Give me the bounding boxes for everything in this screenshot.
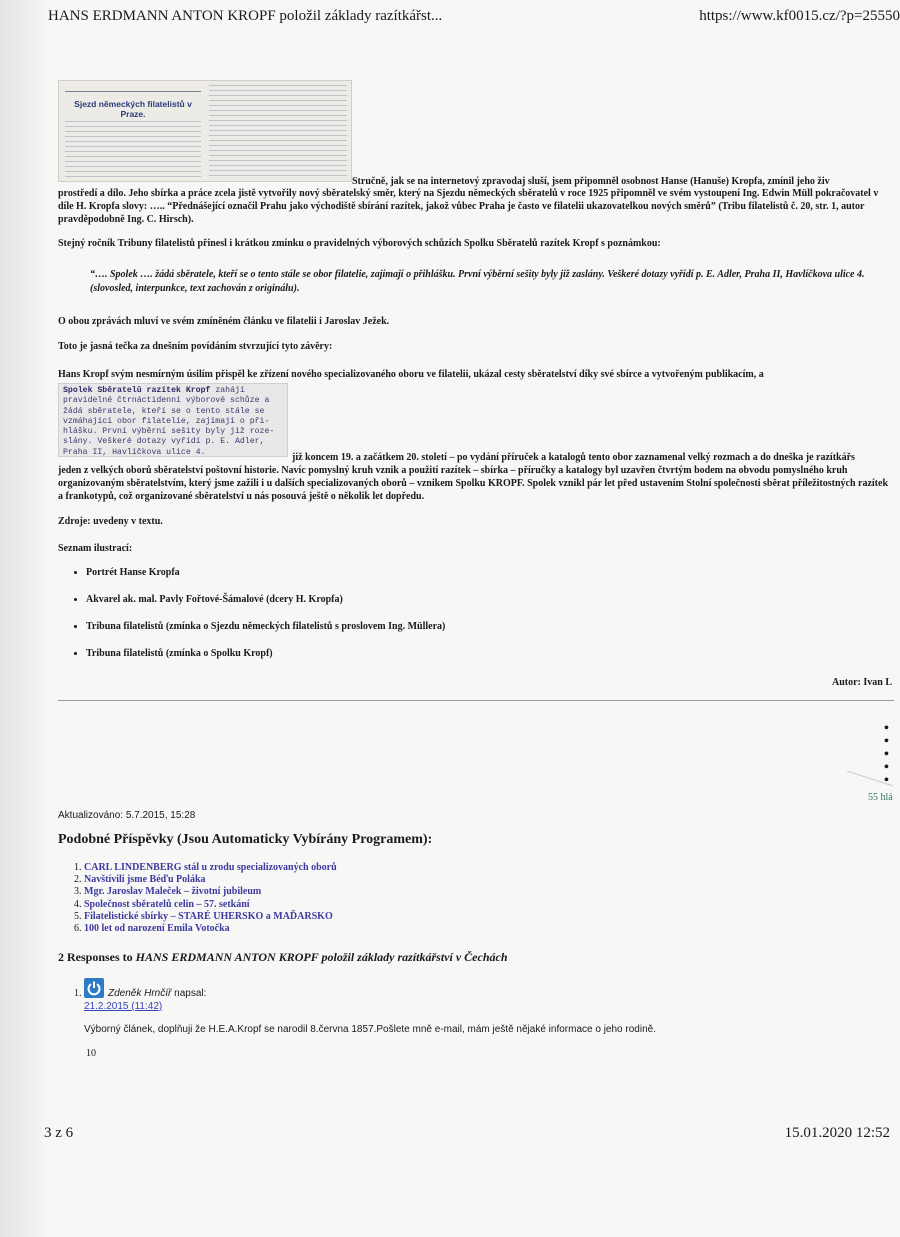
avatar [84, 978, 104, 998]
sources-line: Zdroje: uvedeny v textu. [58, 516, 163, 527]
comment-wrote: napsal: [174, 988, 207, 999]
clipping-rule [65, 91, 201, 92]
clipping-text-column [209, 85, 347, 177]
clipping-line: hlášku. První výběrní sešity byly již roze- [63, 427, 275, 437]
list-item [84, 899, 337, 911]
share-count: 55 hlá [868, 792, 893, 803]
article-paragraph: jeden z velkých oborů sběratelství poštovní historie. Navíc pomyslný kruh vznik a použití razítek – sbírka – příručky a katalogy byl uzavřen čtvrtým bodem na obvodu pomyslného kruh organizovaným sběratelstvím, který jsme zažili i u dalších specializovaných oborů – vznikem Spolku KROPF. Spolek vznikl pár let před ustavením Stolní společnosti sběrat příležitostných razítek a frankotypů, což organizované sběratelství u nás posouvá ještě o několik let dopředu. [58, 465, 888, 502]
page-title: HANS ERDMANN ANTON KROPF položil základy razítkářst... [48, 8, 443, 24]
similar-posts-heading: Podobné Příspěvky (Jsou Automaticky Vybírány Programem): [58, 832, 433, 847]
article-quote: “…. Spolek …. žádá sběratele, kteří se o tento stále se obor filatelie, zajímají o přihlášku. První výběrní sešity byly již zaslány. Veškeré dotazy vyřídí p. E. Adler, Praha II, Havlíčkova ulice 4. (slovosled, interpunkce, text zachován z originálu). [90, 269, 865, 294]
clipping-text-column [65, 121, 201, 177]
article-paragraph: Stručně, jak se na internetový zpravodaj sluší, jsem připomněl osobnost Hanse (Hanuše) Kropfa, zmínil jeho živ [352, 176, 830, 187]
illustrations-heading: Seznam ilustrací: [58, 543, 133, 554]
power-icon [86, 980, 102, 996]
clipping-line: Praha II, Havlíčkova ulice 4. [63, 447, 206, 457]
divider [58, 700, 894, 701]
article-paragraph: prostředí a dílo. Jeho sbírka a práce zcela jistě vytvořily nový sběratelský směr, který na Sjezdu německých sběratelů v roce 1925 připomněl ve svém vystoupení Ing. Edwin Müll pokračovatel v díle H. Kropfa slovy: ….. “Přednášející označil Prahu jako východiště sbírání razítek, jakož vůbec Praha je často ve filatelii ukazovatelkou nových směrů” (Tribu filatelistů č. 20, str. 1, autor pravděpodobně Ing. C. Hirsch). [58, 188, 879, 225]
list-item: • Portrét Hanse Kropfa [86, 566, 900, 593]
article-author: Autor: Ivan L [831, 677, 892, 688]
page-number: 3 z 6 [44, 1125, 74, 1141]
list-item [84, 923, 337, 935]
similar-post-link[interactable]: Navštívili jsme Béďu Poláka [84, 874, 206, 886]
list-item [84, 862, 337, 874]
comment-author[interactable]: Zdeněk Hrnčíř [108, 988, 172, 999]
illustrations-list [58, 566, 900, 674]
article-paragraph: Stejný ročník Tribuny filatelistů přinesl i krátkou zmínku o pravidelných výborových schůzích Spolku Sběratelů razítek Kropf s poznámkou: [58, 238, 661, 249]
newspaper-clipping-sjezd [58, 80, 352, 182]
clipping-line: pravidelné čtrnáctidenní výborové schůze a [63, 396, 270, 406]
list-item: • Tribuna filatelistů (zmínka o Spolku Kropf) [86, 647, 900, 674]
list-item: • Akvarel ak. mal. Pavly Fořtové-Šámalové (dcery H. Kropfa) [86, 593, 900, 620]
comment-text: Výborný článek, doplňuji že H.E.A.Kropf se narodil 8.června 1857.Pošlete mně e-mail, mám ještě nějaké informace o jeho rodině. [84, 1024, 656, 1035]
responses-title: HANS ERDMANN ANTON KROPF položil základy razítkářství v Čechách [135, 950, 508, 964]
page-url[interactable]: https://www.kf0015.cz/?p=25550 [699, 8, 900, 24]
clipping-line: zahájí [215, 386, 245, 395]
similar-post-link[interactable]: 100 let od narození Emila Votočka [84, 923, 230, 935]
clipping-line: slány. Veškeré dotazy vyřídí p. E. Adler, [63, 437, 265, 447]
similar-posts-list [58, 862, 337, 935]
responses-prefix: 2 Responses to [58, 950, 136, 964]
print-datetime: 15.01.2020 12:52 [784, 1125, 890, 1141]
article-paragraph: O obou zprávách mluví ve svém zmíněném článku ve filatelii i Jaroslav Ježek. [58, 316, 390, 327]
newspaper-clipping-spolek [58, 383, 288, 457]
comment-number: 1. [74, 988, 82, 999]
comment-author-line [108, 988, 206, 999]
clipping-title: Sjezd německých filatelistů v Praze. [74, 99, 192, 119]
clipping-line: vzmáhající obor filatelie, zajímají o při- [63, 416, 270, 426]
comment-date-link[interactable]: 21.2.2015 (11:42) [84, 1001, 163, 1012]
clipping-line: žádá sběratele, kteří se o tento stále se [63, 406, 265, 416]
responses-heading [58, 950, 508, 965]
similar-post-link[interactable]: CARL LINDENBERG stál u zrodu specializovaných oborů [84, 862, 337, 873]
comment-reply-count: 10 [86, 1048, 96, 1059]
similar-post-link[interactable]: Společnost sběratelů celin – 57. setkání [84, 898, 250, 910]
similar-post-link[interactable]: Mgr. Jaroslav Maleček – životní jubileum [84, 886, 262, 898]
scan-edge [0, 0, 44, 1237]
article-paragraph: již koncem 19. a začátkem 20. století – po vydání příruček a katalogů tento obor zaznamenal velký rozmach a do dneška je razítkářs [292, 452, 855, 463]
clipping-head: Spolek Sběratelů razítek Kropf [63, 386, 211, 395]
list-item [84, 886, 337, 898]
list-item [84, 911, 337, 923]
article-paragraph: Toto je jasná tečka za dnešním povídáním stvrzující tyto závěry: [58, 341, 333, 352]
similar-post-link[interactable]: Filatelistické sbírky – STARÉ UHERSKO a MAĎARSKO [84, 910, 333, 922]
list-item [84, 874, 337, 886]
updated-date: Aktualizováno: 5.7.2015, 15:28 [58, 810, 196, 821]
article-paragraph: Hans Kropf svým nesmírným úsilím přispěl ke zřízení nového specializovaného oboru ve filatelii, ukázal cesty sběratelství díky své sbírce a vytvořeným publikacím, a [58, 369, 764, 380]
list-item: • Tribuna filatelistů (zmínka o Sjezdu německých filatelistů s proslovem Ing. Müllera) [86, 620, 900, 647]
share-dots-icon[interactable]: • • • • • [884, 721, 889, 788]
